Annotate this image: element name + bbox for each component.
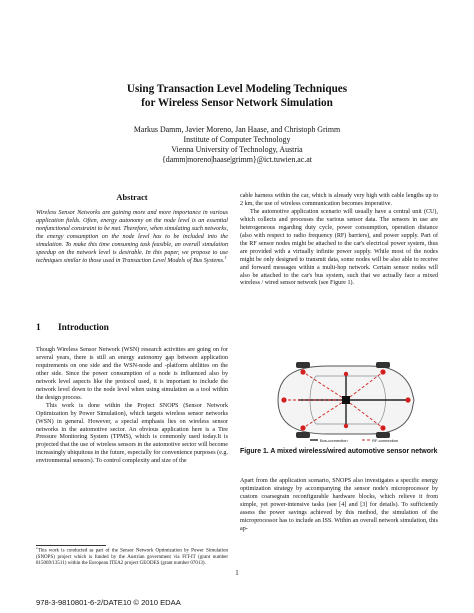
figure-car-network: [258, 360, 420, 444]
isbn-line: 978-3-9810801-6-2/DATE10 © 2010 EDAA: [36, 598, 181, 607]
figure-caption: Figure 1. A mixed wireless/wired automotive sensor network: [240, 448, 438, 455]
section-title: Introduction: [58, 323, 109, 333]
affiliation-institute: Institute of Computer Technology: [183, 135, 291, 144]
title-line-1: Using Transaction Level Modeling Techniques: [126, 83, 348, 95]
intro-paragraph-2: This work is done within the Project SNOPS (Sensor Network Optimization by Power Simulation), which targets wireless sensor networks (WSN) in general. However, a special emphasis lies on wireless sensor networks in the automotive sector. An obvious application here is a Tire Pressure Monitoring System (TPMS), which is commonly used today.It is projected that the use of wireless sensors in the automotive sector will become increasingly ubiquitous in the future, especially for convenience purposes (e.g. environmental sensors). To control complexity and size of the: [36, 402, 228, 465]
section-heading-introduction: [36, 323, 109, 333]
abstract-heading: Abstract: [116, 193, 148, 202]
wheel-rear-right: [296, 432, 310, 438]
right-paragraph-2: The automotive application scenario will usually have a central unit (CU), which collects and processes the various sensor data. The sensors in use are heterogeneous regarding duty cycle, power consumption, operation distance (also with respect to radio frequency (RF) barriers), and power supply. Part of the RF sensor nodes might be attached to the car's electrical power system, thus are provided with a virtually infinite power supply. While most of the nodes might be only designed to transmit data, some nodes will be also able to receive and forward messages within a multi-hop network. Certain sensor nodes will also be attached to the car's bus system, such that we actually face a mixed wireless / wired sensor network (see Figure 1).: [240, 208, 438, 287]
legend-bus-label: Bus-connection: [320, 438, 348, 443]
sensor-node-bottom: [344, 424, 348, 428]
sensor-node-front-left: [380, 369, 385, 374]
right-column-bottom: [240, 478, 438, 534]
sensor-node-top: [344, 372, 348, 376]
section-number: 1: [36, 323, 41, 333]
paper-title: [40, 82, 434, 110]
footnote-text: This work is conducted as part of the Sensor Network Optimization by Power Simulation (SNOPS) project which is funded by the Austrian government via FIT-IT (grant number 815069/13511) within the European ITEA2 project GEODES (grant number 07013).: [36, 548, 228, 567]
central-unit: [342, 396, 350, 404]
legend-rf-label: RF-connection: [372, 438, 399, 443]
sensor-node-rear-left: [300, 369, 305, 374]
abstract-text: Wireless Sensor Networks are gaining more and more importance in various application fields. Often, energy autonomy on the node level is an essential nonfunctional constraint to be met. Therefore, when simulating such networks, the energy consumption on the node level has to be included into the simulation. To make this time consuming task feasible, an overall simulation speedup on the network level is desirable. In this paper, we propose to use techniques similar to those used in Transaction Level Models of Bus Systems.: [36, 210, 228, 264]
abstract-body: [36, 210, 228, 266]
right-column-top: [240, 193, 438, 288]
author-email: {damm|moreno|haase|grimm}@ict.tuwien.ac.at: [162, 155, 312, 164]
footnote-rule: [36, 545, 106, 546]
sensor-node-rear-right: [300, 425, 305, 430]
right-paragraph-1: cable harness within the car, which is already very high with cable lengths up to 2 km, the use of wireless communication becomes imperative.: [240, 193, 438, 207]
intro-paragraph-1: Though Wireless Sensor Network (WSN) research activities are going on for several years, there is still an energy autonomy gap between application requirements on one side and the WSN-node and -platform abilities on the other side. Since the power consumption of a node is influenced also by network level aspects like the protocol used, it is important to include the network level down to the node level when using simulation as a tool within the design process.: [36, 347, 228, 401]
wheel-rear-left: [296, 362, 310, 368]
page-number: 1: [235, 570, 239, 577]
sensor-node-front-right: [380, 425, 385, 430]
footnote: [36, 548, 228, 567]
abstract-footnote-mark: 1: [224, 254, 227, 260]
right-paragraph-3: Apart from the application scenario, SNOPS also investigates a specific energy optimization strategy by accompanying the sensor node's microprocessor by custom coarsegrain reconfigurable hardware blocks, which relieve it from simple, yet power-intensive tasks (see [4] and [3] for details). To sufficiently assess the power savings achieved by this method, the simulation of the microprocessor has to include an ISS. Within an overall network simulation, this ap-: [240, 478, 438, 532]
sensor-node-front: [405, 397, 410, 402]
wheel-front-left: [376, 362, 390, 368]
introduction-body: [36, 347, 228, 466]
affiliation-university: Vienna University of Technology, Austria: [171, 145, 303, 154]
author-block: [40, 125, 434, 165]
author-names: Markus Damm, Javier Moreno, Jan Haase, and Christoph Grimm: [133, 125, 341, 134]
footnote-mark: 1: [36, 546, 38, 550]
title-line-2: for Wireless Sensor Network Simulation: [141, 97, 333, 109]
sensor-node-rear: [281, 397, 286, 402]
